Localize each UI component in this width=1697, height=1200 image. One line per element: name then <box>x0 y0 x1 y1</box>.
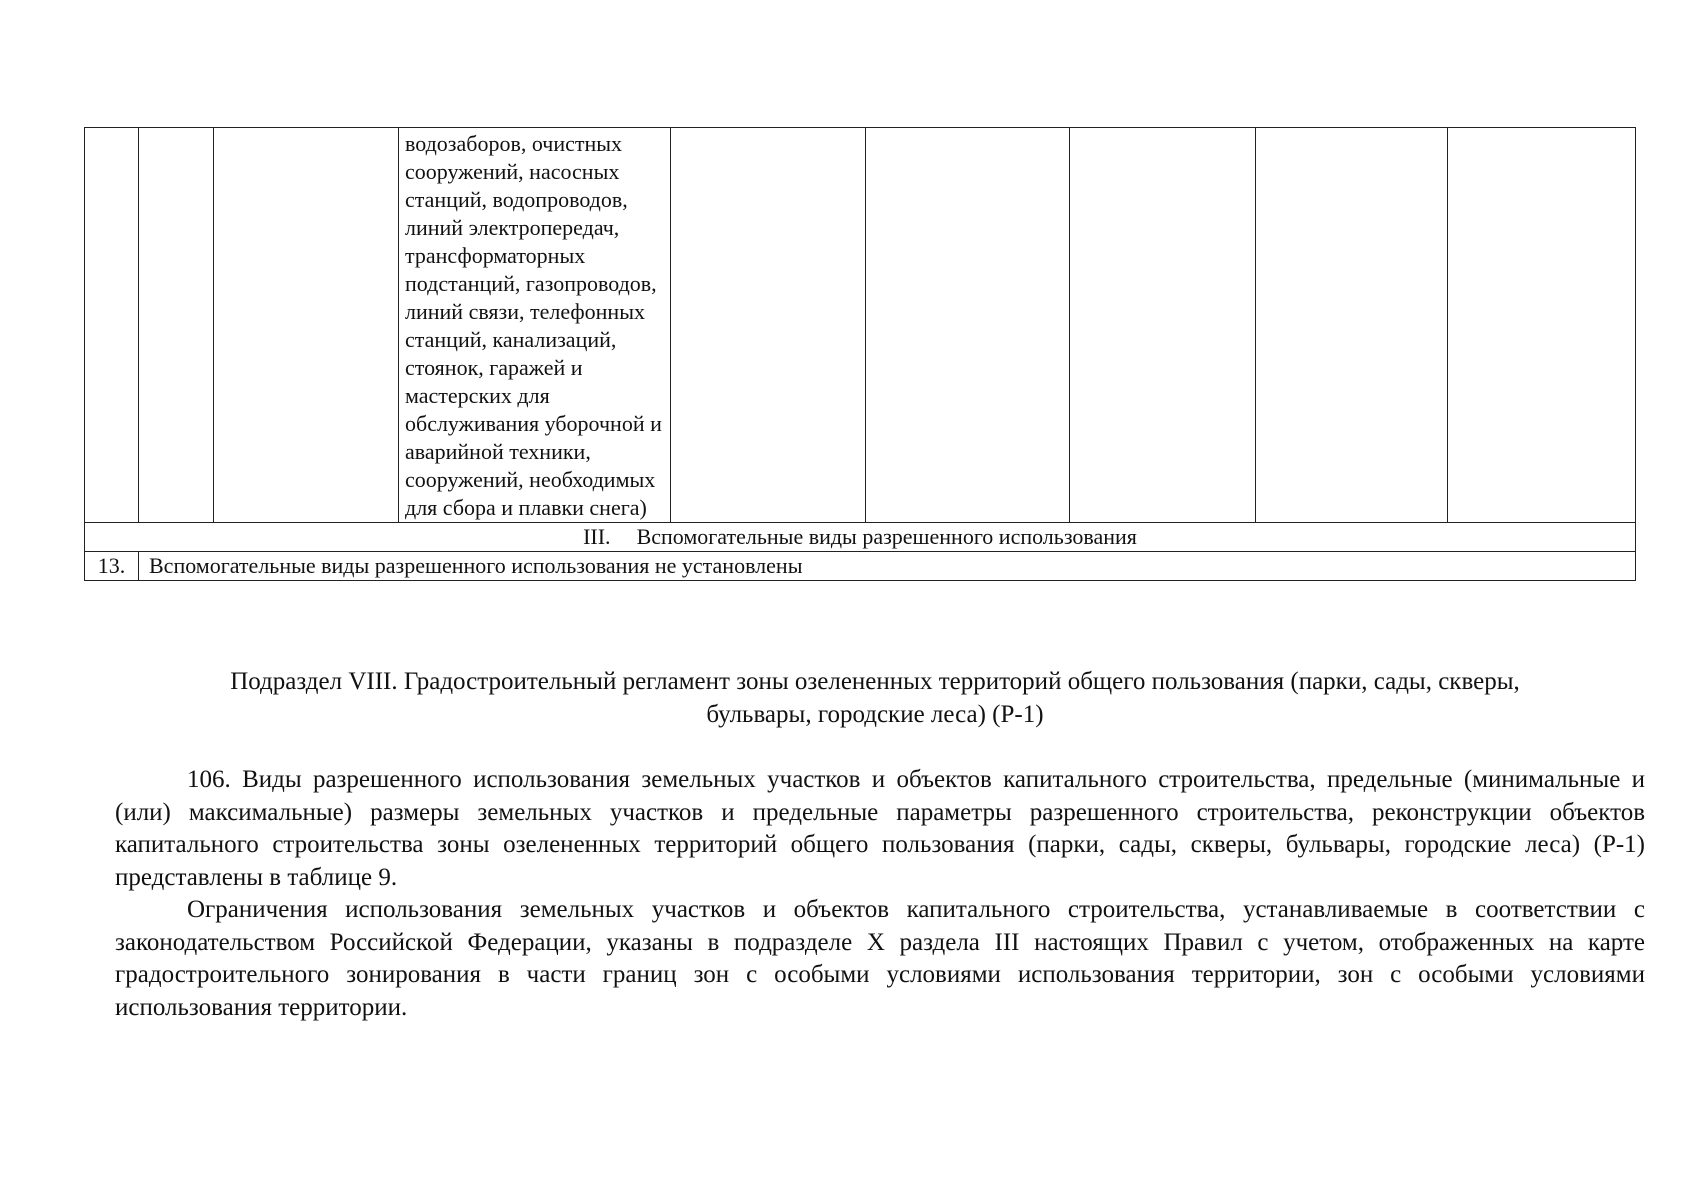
section-title-cell <box>85 523 1636 552</box>
table-row-continuation <box>85 128 1636 523</box>
paragraph-restrictions: Ограничения использования земельных участков и объектов капитального строительства, устанавливаемые в соответствии с законодательством Российской Федерации, указаны в подразделе X раздела III настоящих Правил с учетом, отображенных на карте градостроительного зонирования в части границ зон с особыми условиями использования территории, зон с особыми условиями использования территории. <box>115 896 1645 1021</box>
subsection-heading <box>110 665 1640 731</box>
paragraph-106: 106. Виды разрешенного использования земельных участков и объектов капитального строительства, предельные (минимальные и (или) максимальные) размеры земельных участков и предельные параметры разрешенного строительства, реконструкции объектов капитального строительства зоны озелененных территорий общего пользования (парки, сады, скверы, бульвары, городские леса) (Р-1) представлены в таблице 9. <box>115 766 1645 891</box>
table-cell <box>85 128 139 523</box>
heading-line-1: Подраздел VIII. Градостроительный регламент зоны озелененных территорий общего пользования (парки, сады, скверы, <box>230 668 1520 695</box>
continuation-text-cell: водозаборов, очистных сооружений, насосных станций, водопроводов, линий электропередач, трансформаторных подстанций, газопроводов, линий связи, телефонных станций, канализаций, стоянок, гаражей и мастерских для обслуживания уборочной и аварийной техники, сооружений, необходимых для сбора и плавки снега) <box>399 128 671 523</box>
table-cell <box>139 128 214 523</box>
table-section-row <box>85 523 1636 552</box>
table-cell <box>1448 128 1636 523</box>
table-cell <box>1256 128 1448 523</box>
heading-line-2: бульвары, городские леса) (Р-1) <box>706 701 1044 728</box>
table-row-13 <box>85 552 1636 581</box>
table-cell <box>214 128 399 523</box>
row-text-cell: Вспомогательные виды разрешенного использования не установлены <box>139 552 1636 581</box>
section-title: Вспомогательные виды разрешенного использования <box>636 524 1137 549</box>
table-cell <box>1070 128 1256 523</box>
regulation-table <box>84 127 1636 581</box>
table-cell <box>671 128 866 523</box>
row-number-cell: 13. <box>85 552 139 581</box>
table-cell <box>866 128 1070 523</box>
section-number: III. <box>583 524 611 549</box>
